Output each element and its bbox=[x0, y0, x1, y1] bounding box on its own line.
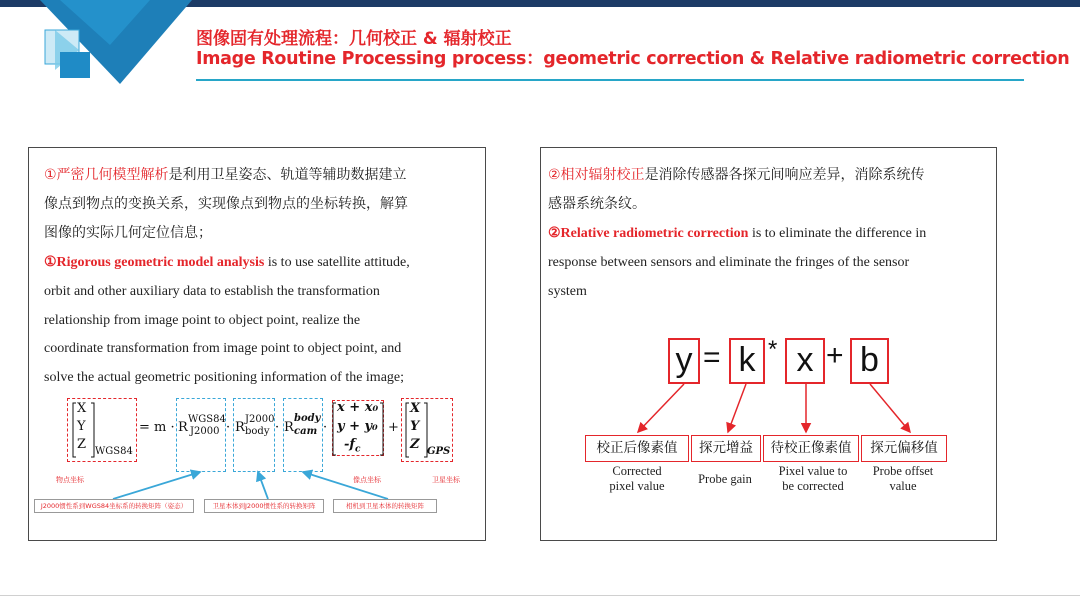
r3-sub: cam bbox=[294, 426, 318, 437]
r3: R bbox=[284, 420, 294, 435]
img-v1: x + x₀ bbox=[337, 400, 379, 415]
right-en-line2: response between sensors and eliminate the fringes of the sensor bbox=[548, 255, 910, 270]
title-chinese: 图像固有处理流程：几何校正 & 辐射校正 bbox=[196, 29, 512, 49]
eq-plus: + bbox=[388, 420, 399, 435]
left-en-highlight: ①Rigorous geometric model analysis bbox=[44, 255, 265, 270]
gps-z: Z bbox=[410, 437, 420, 452]
formula-x-box: x bbox=[785, 338, 825, 384]
label-probe-offset: 探元偏移值 bbox=[861, 435, 947, 462]
label-object-coord: 物点坐标 bbox=[56, 476, 84, 484]
right-cn-highlight: ②相对辐射校正 bbox=[548, 167, 645, 183]
left-en-line3: relationship from image point to object point, realize the bbox=[44, 313, 361, 328]
formula-k-box: k bbox=[729, 338, 765, 384]
dot-2: · bbox=[275, 420, 280, 435]
r3-sup: body bbox=[294, 413, 321, 424]
title-underline bbox=[196, 79, 1024, 81]
obj-z: Z bbox=[77, 437, 87, 452]
title-english: Image Routine Processing process：geometric correction & Relative radiometric correction bbox=[196, 49, 1070, 69]
formula-multiply: * bbox=[768, 336, 778, 363]
label-en-probe-offset: Probe offset value bbox=[872, 464, 934, 493]
left-en-line5: solve the actual geometric positioning information of the image; bbox=[44, 370, 405, 385]
right-en-line3: system bbox=[548, 284, 587, 299]
obj-x: X bbox=[77, 401, 87, 416]
right-en-line1: ②Relative radiometric correction is to eliminate the difference in bbox=[548, 226, 927, 241]
right-en-highlight: ②Relative radiometric correction bbox=[548, 226, 749, 241]
gps-label: GPS bbox=[427, 446, 451, 457]
page-title bbox=[196, 29, 1070, 69]
bottom-divider bbox=[0, 595, 1080, 596]
r2-sup: J2000 bbox=[245, 414, 275, 425]
formula-plus: + bbox=[826, 339, 844, 372]
img-v2: y + y₀ bbox=[337, 419, 378, 434]
caption-body-j2000: 卫星本体到J2000惯性系的转换矩阵 bbox=[204, 499, 324, 513]
img-v3: $-f_c$ bbox=[344, 437, 361, 455]
label-en-probe-gain: Probe gain bbox=[698, 472, 752, 486]
obj-y: Y bbox=[77, 419, 86, 434]
label-corrected-pixel: 校正后像素值 bbox=[585, 435, 689, 462]
left-en-line2: orbit and other auxiliary data to establish the transformation bbox=[44, 284, 380, 299]
left-en-line1: ①Rigorous geometric model analysis is to use satellite attitude, bbox=[44, 255, 410, 270]
caption-j2000-wgs84: J2000惯性系到WGS84坐标系的转换矩阵（姿态） bbox=[34, 499, 194, 513]
label-probe-gain: 探元增益 bbox=[691, 435, 761, 462]
left-en-line4: coordinate transformation from image point to object point, and bbox=[44, 341, 402, 356]
right-cn-line1: ②相对辐射校正是消除传感器各探元间响应差异，消除系统传 bbox=[548, 167, 925, 183]
r1-sub: J2000 bbox=[190, 426, 220, 437]
formula-b-box: b bbox=[850, 338, 889, 384]
arrows-right bbox=[580, 380, 980, 440]
label-satellite-coord: 卫星坐标 bbox=[432, 476, 460, 484]
label-en-corrected: Corrected pixel value bbox=[609, 464, 665, 493]
dot-1: · bbox=[226, 420, 231, 435]
right-cn-line2: 感器系统条纹。 bbox=[548, 196, 646, 212]
left-cn-line1: ①严密几何模型解析是利用卫星姿态、轨道等辅助数据建立 bbox=[44, 167, 407, 183]
formula-y-box: y bbox=[668, 338, 700, 384]
dot-3: · bbox=[323, 420, 328, 435]
logo-decoration bbox=[0, 0, 200, 90]
label-en-pixel-to-correct: Pixel value to be corrected bbox=[778, 464, 848, 493]
label-pixel-to-correct: 待校正像素值 bbox=[763, 435, 859, 462]
obj-wgs84: WGS84 bbox=[95, 446, 133, 457]
r2: R bbox=[235, 420, 245, 435]
left-cn-highlight: ①严密几何模型解析 bbox=[44, 167, 169, 183]
formula-equals: = bbox=[703, 341, 721, 374]
gps-x: X bbox=[410, 401, 421, 416]
caption-cam-body: 相机到卫星本体的转换矩阵 bbox=[333, 499, 437, 513]
r1-sup: WGS84 bbox=[188, 414, 226, 425]
left-cn-line2: 像点到物点的变换关系，实现像点到物点的坐标转换，解算 bbox=[44, 196, 408, 212]
label-image-coord: 像点坐标 bbox=[353, 476, 381, 484]
r2-sub: body bbox=[245, 426, 270, 437]
r1: R bbox=[178, 420, 188, 435]
eq-m: = m · bbox=[139, 420, 175, 435]
left-cn-line3: 图像的实际几何定位信息； bbox=[44, 225, 212, 241]
gps-y: Y bbox=[410, 419, 420, 434]
